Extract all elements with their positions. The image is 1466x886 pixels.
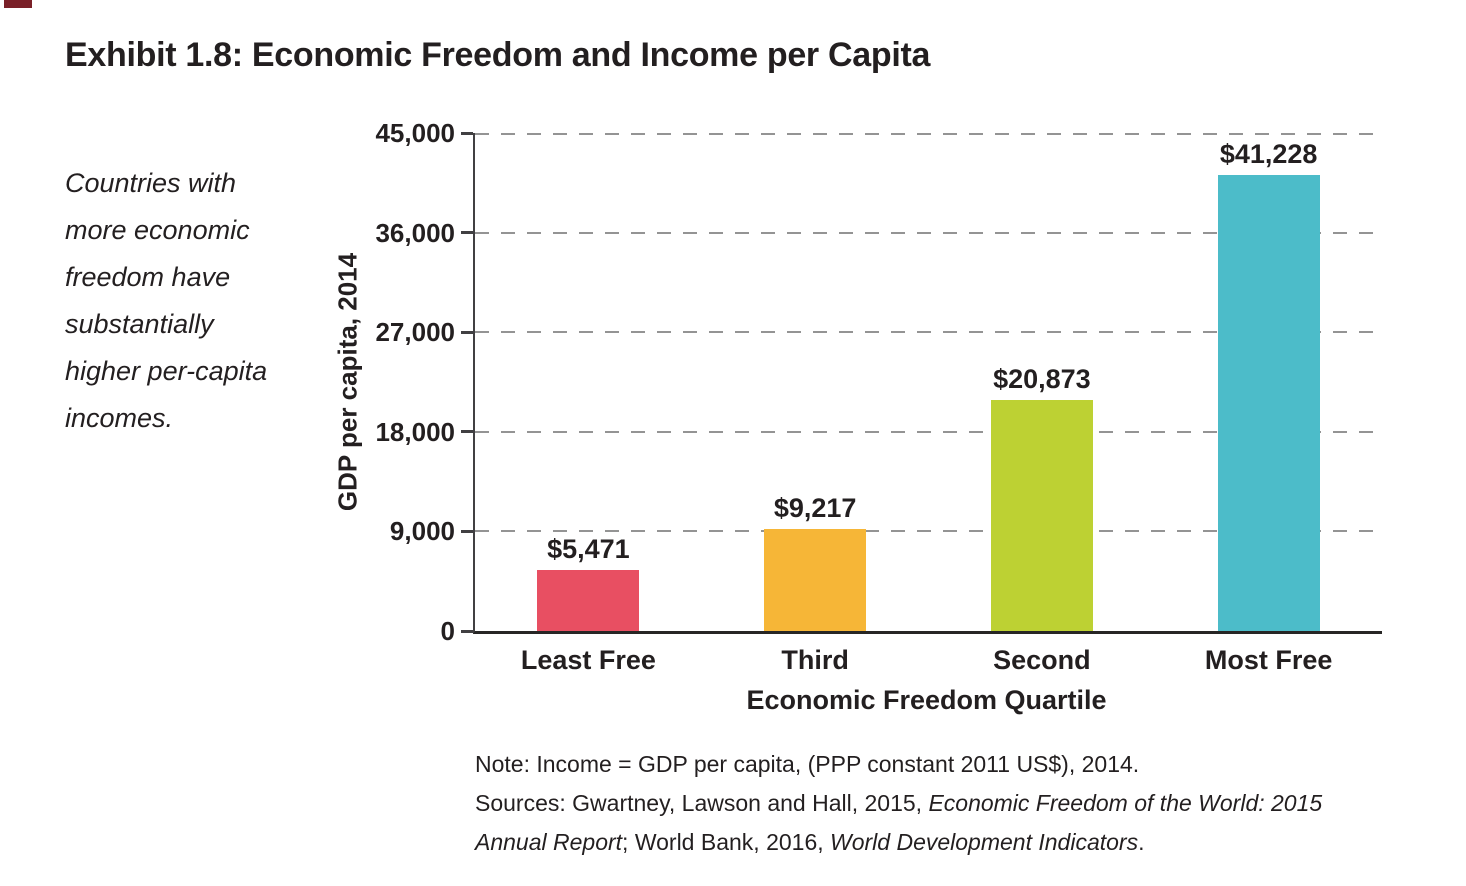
source-notes <box>475 745 1322 862</box>
note-line <box>475 823 1322 862</box>
exhibit-title: Exhibit 1.8: Economic Freedom and Income per Capita <box>65 36 931 74</box>
bar-third <box>764 529 866 631</box>
note-line <box>475 784 1322 823</box>
y-tick-label: 18,000 <box>375 416 455 447</box>
note-text-segment: ; World Bank, 2016, <box>622 829 831 855</box>
y-tick-mark <box>461 630 473 633</box>
caption-line: Countries with <box>65 168 237 198</box>
note-text-segment: World Development Indicators <box>830 829 1139 855</box>
bar-value-label: $20,873 <box>937 364 1147 394</box>
caption-line: freedom have <box>65 262 231 292</box>
plot-area <box>375 118 1382 675</box>
y-axis-title: GDP per capita, 2014 <box>332 252 363 512</box>
note-text-segment: Note: Income = GDP per capita, (PPP constant 2011 US$), 2014. <box>475 751 1140 777</box>
x-axis-title: Economic Freedom Quartile <box>746 685 1107 715</box>
x-tick-label: Least Free <box>520 645 656 675</box>
caption-line: higher per-capita <box>65 356 268 386</box>
bar-second <box>991 400 1093 631</box>
note-text-segment: Annual Report <box>475 829 623 855</box>
note-text-segment: Sources: Gwartney, Lawson and Hall, 2015, <box>475 790 929 816</box>
caption-line: incomes. <box>65 403 174 433</box>
y-tick-mark <box>461 132 473 135</box>
y-tick-mark <box>461 231 473 234</box>
y-tick-label: 27,000 <box>375 317 455 348</box>
caption-line: more economic <box>65 215 250 245</box>
bar-value-label: $5,471 <box>483 534 693 564</box>
note-line <box>475 745 1322 784</box>
caption-line: substantially <box>65 309 214 339</box>
x-tick-label: Second <box>993 645 1091 675</box>
y-tick-mark <box>461 331 473 334</box>
y-tick-mark <box>461 430 473 433</box>
x-tick-label: Third <box>781 645 849 675</box>
bar-most-free <box>1218 175 1320 631</box>
bar-least-free <box>537 570 639 631</box>
x-tick-label: Most Free <box>1204 645 1333 675</box>
y-tick-label: 36,000 <box>375 217 455 248</box>
gridline <box>475 133 1382 135</box>
chart-caption <box>65 160 267 442</box>
y-tick-mark <box>461 530 473 533</box>
corner-mark <box>4 0 32 8</box>
y-tick-label: 0 <box>440 616 455 646</box>
y-tick-label: 9,000 <box>389 516 455 547</box>
bar-value-label: $41,228 <box>1164 139 1374 169</box>
note-text-segment: . <box>1138 829 1145 855</box>
bar-value-label: $9,217 <box>710 493 920 523</box>
y-tick-label: 45,000 <box>375 118 455 148</box>
note-text-segment: Economic Freedom of the World: 2015 <box>928 790 1323 816</box>
